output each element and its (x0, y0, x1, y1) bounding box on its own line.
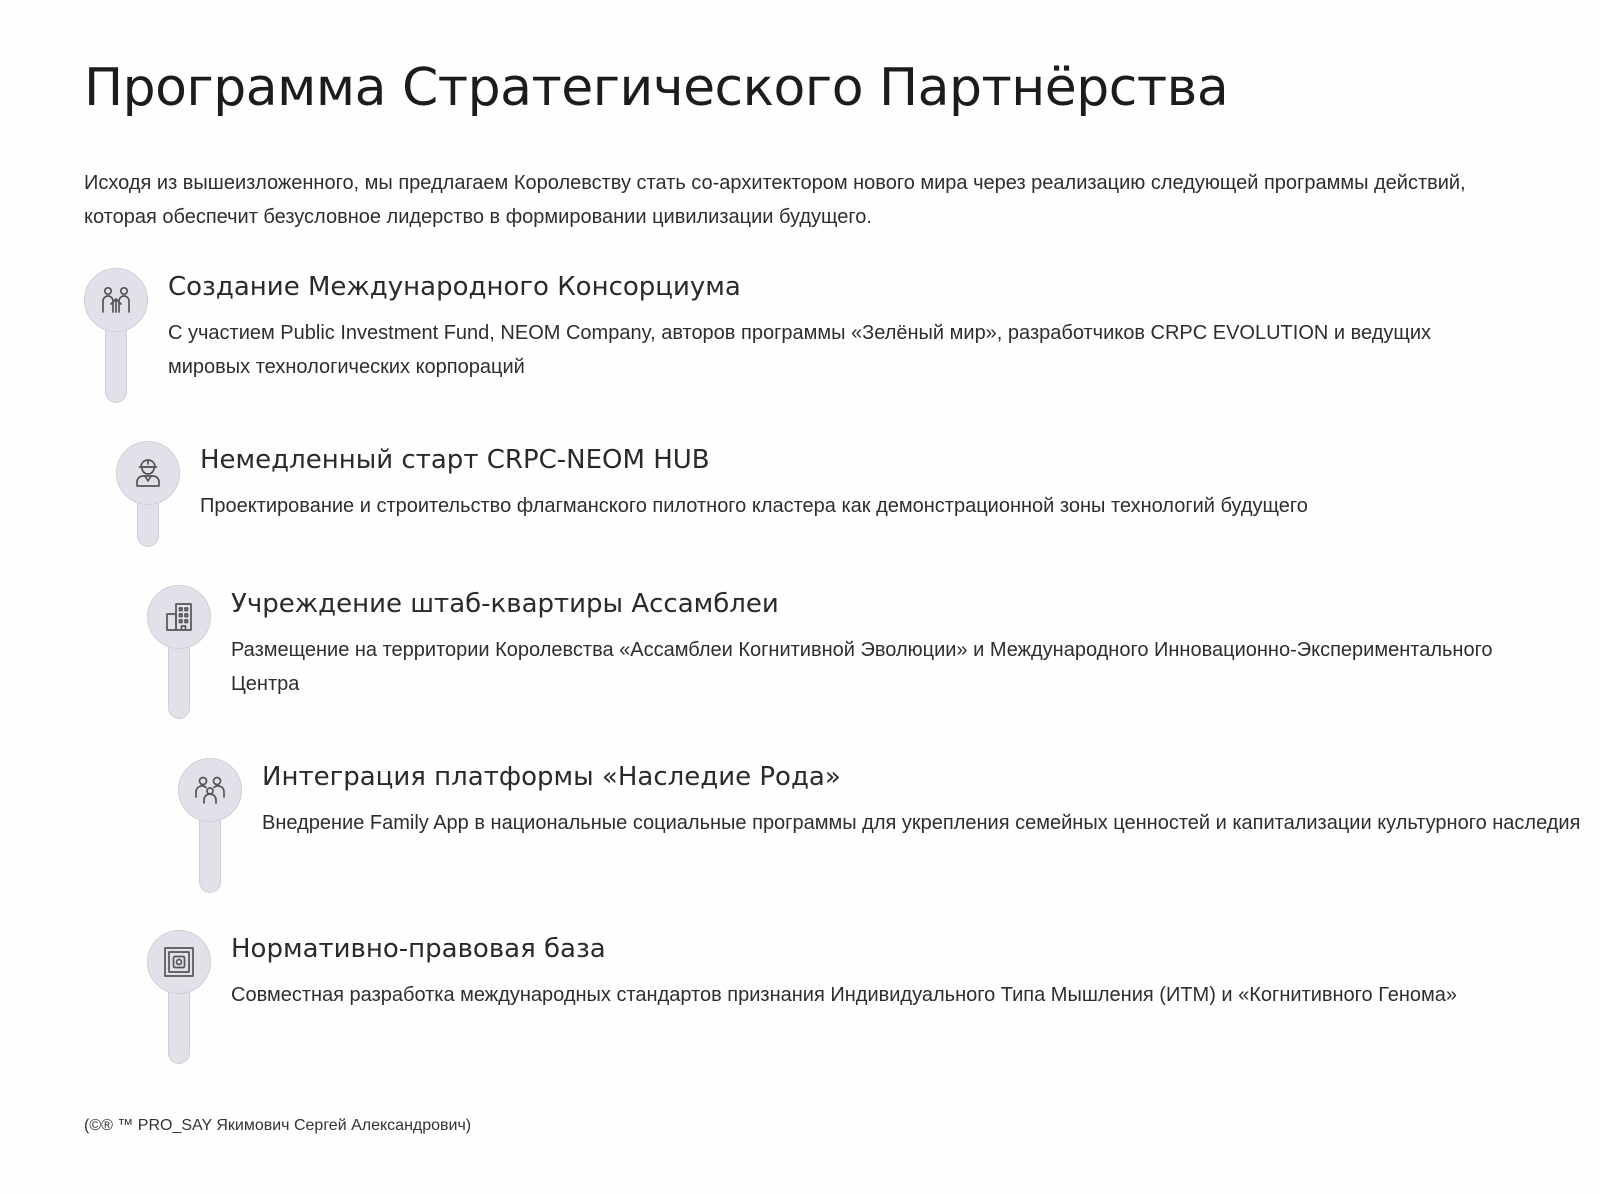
marker-circle (116, 441, 180, 505)
step-text (231, 932, 1551, 1012)
intro-paragraph: Исходя из вышеизложенного, мы предлагаем Королевству стать со-архитектором нового мира через реализацию следующей программы действий, которая обеспечит безусловное лидерство в формировании цивилизации будущего. (84, 172, 1466, 228)
step-text (231, 587, 1551, 701)
step-description: Проектирование и строительство флагманского пилотного кластера как демонстрационной зоны технологий будущего (200, 495, 1308, 517)
marker-circle (147, 585, 211, 649)
step-description: Совместная разработка международных стандартов признания Индивидуального Типа Мышления (ИТМ) и «Когнитивного Генома» (231, 984, 1457, 1006)
copyright-note: (©® ™ PRO_SAY Якимович Сергей Александрович) (84, 1117, 472, 1134)
marker-circle (84, 268, 148, 332)
meeting-people-icon (98, 282, 134, 318)
step-description: С участием Public Investment Fund, NEOM Company, авторов программы «Зелёный мир», разработчиков CRPC EVOLUTION и ведущих мировых технологических корпораций (168, 322, 1431, 378)
office-building-icon (161, 599, 197, 635)
step-title: Интеграция платформы «Наследие Рода» (262, 762, 841, 792)
construction-worker-icon (130, 455, 166, 491)
step-text (168, 270, 1488, 384)
step-description: Размещение на территории Королевства «Ассамблеи Когнитивной Эволюции» и Международного Инновационно-Экспериментального Центра (231, 639, 1493, 695)
marker-circle (147, 930, 211, 994)
step-description: Внедрение Family App в национальные социальные программы для укрепления семейных ценностей и капитализации культурного наследия (262, 812, 1581, 834)
step-title: Немедленный старт CRPC-NEOM HUB (200, 445, 710, 475)
page-title: Программа Стратегического Партнёрства (84, 58, 1229, 118)
family-group-icon (192, 772, 228, 808)
step-title: Создание Международного Консорциума (168, 272, 741, 302)
marker-circle (178, 758, 242, 822)
framed-safe-icon (161, 944, 197, 980)
step-title: Учреждение штаб-квартиры Ассамблеи (231, 589, 779, 619)
step-title: Нормативно-правовая база (231, 934, 606, 964)
step-text (200, 443, 1520, 523)
step-text (262, 760, 1582, 840)
